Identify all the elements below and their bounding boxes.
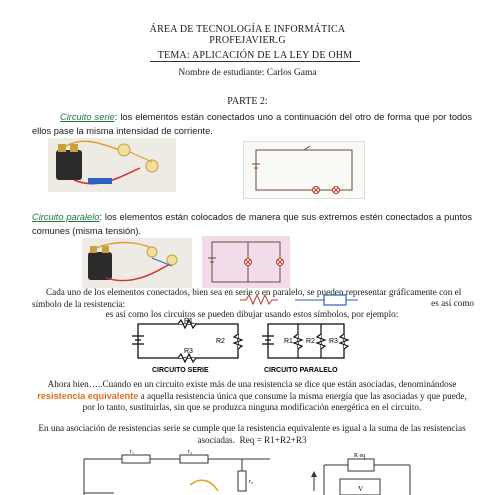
serie-caption: CIRCUITO SERIE [152,367,209,374]
resistor-zigzag-icon [240,295,278,304]
serie-term[interactable]: Circuito serie [60,112,115,122]
paralelo-term[interactable]: Circuito paralelo [32,212,100,222]
bottom-r3-label: r₃ [249,479,254,485]
resistor-symbols [240,292,400,306]
paralelo-diagram-drawing [202,236,290,288]
paralelo-r2-label: R2 [306,338,315,345]
serie-r1-label: R1 [184,318,193,325]
bottom-r1-label: r₁ [130,449,135,455]
equivalente-paragraph [32,379,472,414]
serie-r3-label: R3 [184,348,193,355]
circuit-serie-icon [132,320,242,362]
paralelo-diagram [202,236,290,288]
resistencia-text-b: es así como los circuitos se pueden dibujar usando estos símbolos, por ejemplo: [105,309,399,319]
equivalente-before: Ahora bien…..Cuando en un circuito existe más de una resistencia se dice que están asociadas, denominándose [47,379,457,389]
serie-photo [48,138,176,192]
circuit-diagrams [118,318,378,376]
paralelo-r3-label: R3 [329,338,338,345]
bottom-r2-label: r₂ [188,449,193,455]
serie-paragraph [32,110,472,138]
serie-diagram-drawing [244,142,364,198]
resistencia-text-a: Cada uno de los elementos conectados, bien sea en serie o en paralelo, se pueden representar gráficamente con el símbolo de la resistencia: [32,287,462,309]
asociacion-formula: Req = R1+R2+R3 [239,434,307,445]
part-title: PARTE 2: [227,96,268,107]
serie-r2-label: R2 [216,338,225,345]
header-teacher: PROFEJAVIER.G [209,35,286,46]
asociacion-paragraph [32,423,472,446]
header-theme: TEMA: APLICACIÓN DE LA LEY DE OHM [157,50,353,61]
paralelo-photo [82,238,192,288]
student-name: Nombre de estudiante: Carlos Gama [178,68,317,78]
bottom-v-label: V [358,485,364,493]
paralelo-photo-drawing [82,238,192,288]
resistor-box-icon [324,295,346,305]
equivalente-highlight: resistencia equivalente [37,390,139,401]
paralelo-r1-label: R1 [284,338,293,345]
serie-photo-drawing [48,138,176,192]
asociacion-text: En una asociación de resistencias serie se cumple que la resistencia equivalente es igual a la suma de las resistencias asociadas. [38,423,466,445]
equivalente-after: a aquella resistencia única que consume la misma energía que las asociadas y que puede, por lo tanto, sustituirlas, sin que se produzca ninguna modificación energética en el circuito. [82,390,467,412]
theme-underline [150,61,360,62]
bottom-serie-diagram [70,447,280,495]
serie-diagram [243,141,365,199]
paralelo-paragraph [32,210,472,238]
paralelo-caption: CIRCUITO PARALELO [264,367,338,374]
serie-text: : los elementos están conectados uno a continuación del otro de forma que por todos ellos pase la misma intensidad de corriente. [32,112,472,136]
bottom-req-label: R eq [354,453,366,459]
header-area: ÁREA DE TECNOLOGÍA E INFORMÁTICA [149,24,346,35]
paralelo-text: : los elementos están colocados de manera que sus extremos estén conectados a puntos comunes (misma tensión). [32,212,472,236]
resistencia-text-b-start: es así como [431,298,474,308]
bottom-equivalente-diagram [300,447,420,495]
